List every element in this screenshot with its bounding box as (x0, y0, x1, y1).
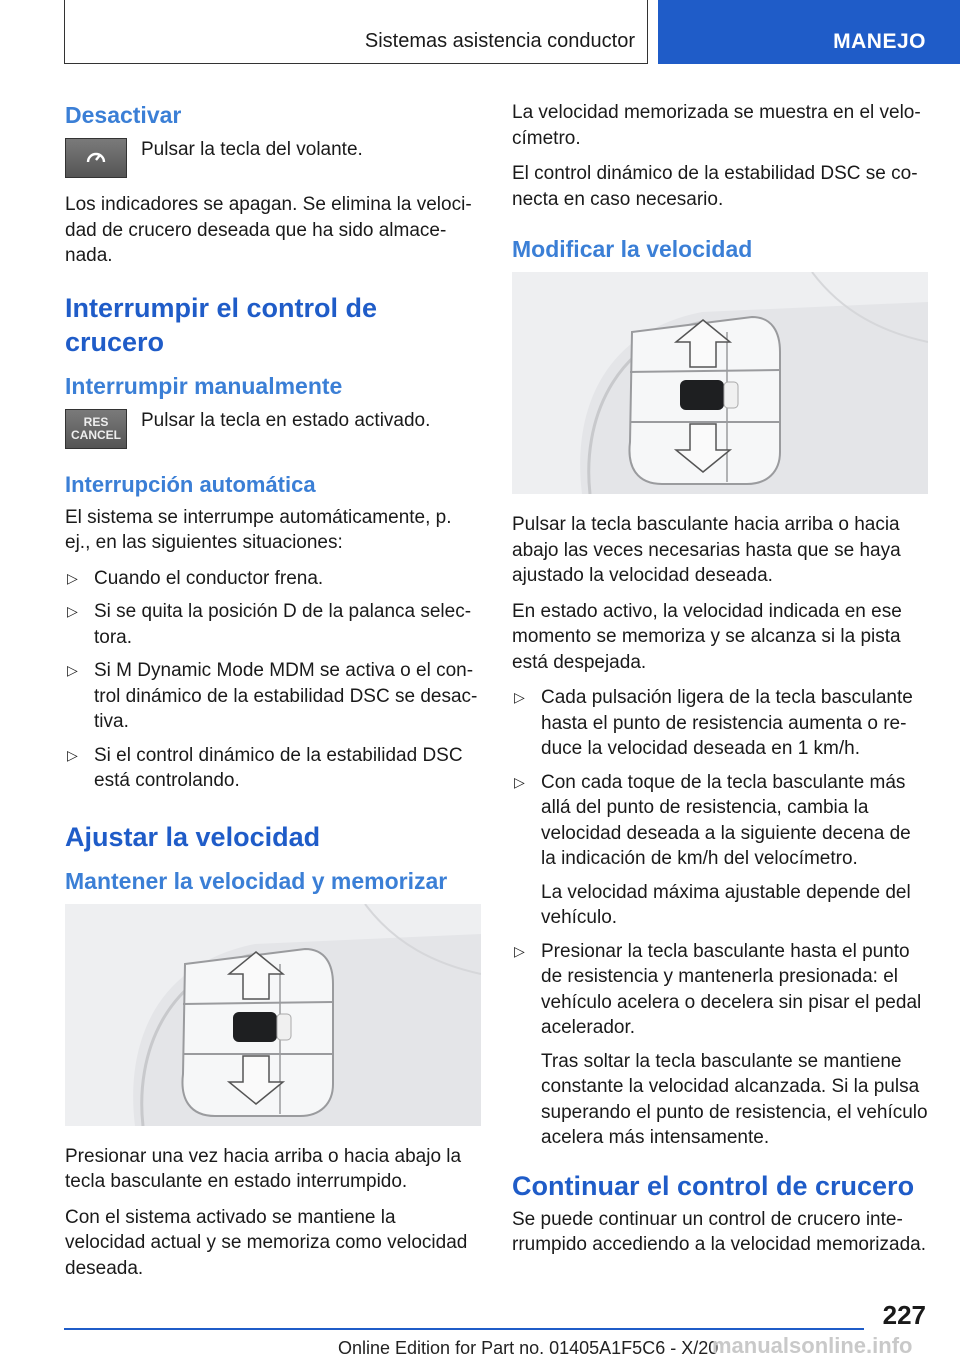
adjust-speed-heading: Ajustar la velocidad (65, 821, 321, 852)
res-cancel-line2: CANCEL (71, 427, 121, 442)
deactivate-heading: Desactivar (65, 102, 182, 128)
maintain-speed-heading: Mantener la velocidad y memorizar (65, 867, 448, 894)
auto-interrupt-list (65, 566, 481, 794)
manual-interrupt-heading: Interrumpir manualmente (65, 372, 343, 399)
auto-interrupt-intro: El sistema se interrumpe automáticamente, p. ej., en las siguientes situaciones: (65, 506, 452, 553)
triangle-bullet-icon: ▷ (514, 689, 525, 705)
modify-speed-heading: Modificar la velocidad (512, 236, 753, 262)
continue-text: Se puede continuar un control de crucero interrumpido accediendo a la velocidad memorizada. (512, 1208, 927, 1255)
manual-interrupt-action: Pulsar la tecla en estado activado. (141, 409, 431, 431)
maintain-speed-text-2: Con el sistema activado se mantiene la velocidad actual y se memoriza como velocidad deseada. (65, 1206, 468, 1279)
triangle-bullet-icon: ▷ (67, 746, 78, 763)
list-item: ▷ Si se quita la posición D de la palanca selectora. (67, 601, 472, 648)
deactivate-action: Pulsar la tecla del volante. (141, 139, 363, 160)
header-section-title: Sistemas asistencia conductor (364, 30, 635, 52)
steering-wheel-rocker-illustration (65, 904, 481, 1126)
list-item: ▷ Si M Dynamic Mode MDM se activa o el control dinámico de la estabilidad DSC se desactiva. (67, 660, 478, 732)
header-chapter-label: MANEJO (833, 30, 926, 53)
auto-interrupt-heading: Interrupción automática (65, 471, 316, 497)
modify-speed-text-2: En estado activo, la velocidad indicada en ese momento se memoriza y se alcanza si la pista está despejada. (512, 600, 902, 673)
triangle-bullet-icon: ▷ (514, 942, 525, 959)
continue-heading: Continuar el control de crucero (512, 1170, 915, 1201)
list-item: ▷ Presionar la tecla basculante hasta el punto de resistencia y mantenerla presionada: el vehículo acelera o decelera sin pisar el pedal acelerador. Tras soltar la tecla basculante se mantiene constante la velocidad alcanzada. Si la pulsa superando el punto de resistencia, el vehículo acelera más intensamente. (514, 940, 928, 1148)
deactivate-instruction (65, 138, 481, 178)
list-item: ▷ Cada pulsación ligera de la tecla basculante hasta el punto de resistencia aumenta o reduce la velocidad deseada en 1 km/h. (514, 687, 913, 759)
page-number: 227 (882, 1300, 926, 1330)
triangle-bullet-icon: ▷ (67, 662, 78, 678)
header-frame (64, 0, 648, 64)
modify-speed-list (512, 685, 928, 1151)
modify-speed-text-1: Pulsar la tecla basculante hacia arriba o hacia abajo las veces necesarias hasta que se haya ajustado la velocidad deseada. (512, 514, 901, 586)
cruise-control-button-icon (65, 138, 127, 178)
triangle-bullet-icon: ▷ (514, 773, 525, 790)
left-column (65, 100, 481, 1291)
memorized-speed-text: La velocidad memorizada se muestra en el velocímetro. (512, 102, 921, 149)
steering-wheel-rocker-illustration-2 (512, 272, 928, 494)
triangle-bullet-icon: ▷ (67, 603, 78, 619)
manual-interrupt-instruction (65, 409, 481, 449)
maintain-speed-text-1: Presionar una vez hacia arriba o hacia abajo la tecla basculante en estado interrumpido. (65, 1145, 462, 1192)
res-cancel-line1: RES (83, 414, 109, 429)
header-chapter-tab[interactable] (658, 0, 960, 64)
list-item: ▷ Con cada toque de la tecla basculante más allá del punto de resistencia, cambia la velocidad deseada a la siguiente decena de la indicación de km/h del velocímetro. La velocidad máxima ajustable depende del vehículo. (514, 771, 911, 928)
footer-watermark: manualsonline.info (712, 1333, 913, 1358)
dsc-text: El control dinámico de la estabilidad DSC se conecta en caso necesario. (512, 163, 918, 210)
deactivate-text: Los indicadores se apagan. Se elimina la velocidad de crucero deseada que ha sido almacenada. (65, 194, 472, 266)
footer-edition: Online Edition for Part no. 01405A1F5C6 - X/20 (338, 1338, 719, 1358)
footer-divider (64, 1328, 864, 1330)
res-cancel-button-icon (65, 409, 127, 449)
interrupt-heading: Interrumpir el control de crucero (65, 292, 378, 357)
list-item: ▷ Si el control dinámico de la estabilidad DSC está controlando. (67, 744, 463, 791)
list-item: ▷ Cuando el conductor frena. (65, 566, 481, 592)
right-column (512, 100, 928, 1268)
triangle-bullet-icon: ▷ (67, 569, 78, 586)
